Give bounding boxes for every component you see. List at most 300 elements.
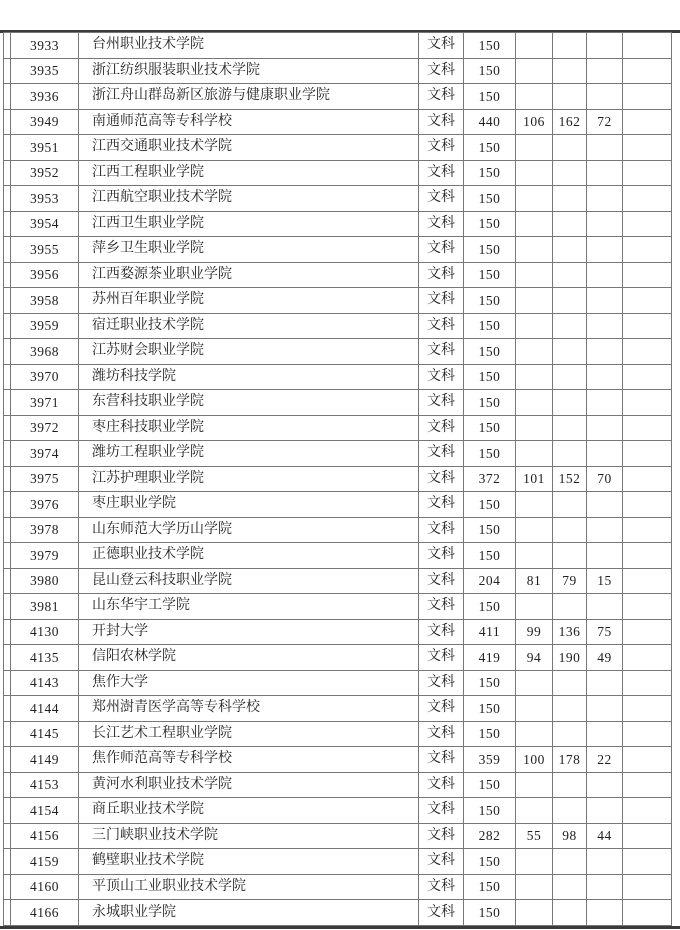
table-row — [4, 390, 672, 416]
score-4 — [587, 670, 623, 696]
table-row — [4, 109, 672, 135]
score-3 — [553, 262, 587, 288]
school-name: 苏州百年职业学院 — [79, 288, 419, 314]
school-code: 3970 — [11, 364, 79, 390]
score-1: 150 — [464, 594, 516, 620]
score-2: 106 — [516, 109, 553, 135]
school-code: 4159 — [11, 849, 79, 875]
score-3 — [553, 543, 587, 569]
school-code: 3952 — [11, 160, 79, 186]
empty-column — [623, 466, 672, 492]
score-2 — [516, 58, 553, 84]
subject-category: 文科 — [419, 747, 464, 773]
spacer-column — [4, 721, 11, 747]
score-2: 101 — [516, 466, 553, 492]
table-row — [4, 135, 672, 161]
spacer-column — [4, 135, 11, 161]
score-3 — [553, 798, 587, 824]
score-3 — [553, 390, 587, 416]
school-code: 4149 — [11, 747, 79, 773]
spacer-column — [4, 160, 11, 186]
score-1: 204 — [464, 568, 516, 594]
score-1: 150 — [464, 211, 516, 237]
empty-column — [623, 594, 672, 620]
table-row — [4, 211, 672, 237]
score-3 — [553, 313, 587, 339]
spacer-column — [4, 543, 11, 569]
subject-category: 文科 — [419, 670, 464, 696]
subject-category: 文科 — [419, 721, 464, 747]
subject-category: 文科 — [419, 492, 464, 518]
subject-category: 文科 — [419, 58, 464, 84]
school-code: 4166 — [11, 900, 79, 926]
score-4 — [587, 135, 623, 161]
subject-category: 文科 — [419, 900, 464, 926]
score-4 — [587, 543, 623, 569]
score-2: 94 — [516, 645, 553, 671]
table-row — [4, 619, 672, 645]
score-2 — [516, 849, 553, 875]
spacer-column — [4, 339, 11, 365]
subject-category: 文科 — [419, 211, 464, 237]
admission-score-table — [3, 32, 672, 926]
spacer-column — [4, 874, 11, 900]
score-1: 150 — [464, 874, 516, 900]
score-4 — [587, 237, 623, 263]
spacer-column — [4, 262, 11, 288]
school-name: 郑州澍青医学高等专科学校 — [79, 696, 419, 722]
score-3 — [553, 33, 587, 59]
score-1: 150 — [464, 288, 516, 314]
spacer-column — [4, 109, 11, 135]
score-1: 150 — [464, 517, 516, 543]
empty-column — [623, 237, 672, 263]
score-3: 178 — [553, 747, 587, 773]
subject-category: 文科 — [419, 84, 464, 110]
subject-category: 文科 — [419, 772, 464, 798]
score-4: 49 — [587, 645, 623, 671]
school-code: 3976 — [11, 492, 79, 518]
spacer-column — [4, 186, 11, 212]
score-2 — [516, 237, 553, 263]
score-4 — [587, 441, 623, 467]
spacer-column — [4, 211, 11, 237]
table-row — [4, 313, 672, 339]
subject-category: 文科 — [419, 186, 464, 212]
school-code: 3971 — [11, 390, 79, 416]
score-1: 150 — [464, 696, 516, 722]
subject-category: 文科 — [419, 594, 464, 620]
score-4 — [587, 288, 623, 314]
score-3: 79 — [553, 568, 587, 594]
table-row — [4, 696, 672, 722]
score-3 — [553, 517, 587, 543]
school-name: 江苏财会职业学院 — [79, 339, 419, 365]
score-1: 150 — [464, 262, 516, 288]
school-code: 3953 — [11, 186, 79, 212]
table-row — [4, 262, 672, 288]
school-code: 3980 — [11, 568, 79, 594]
subject-category: 文科 — [419, 415, 464, 441]
school-name: 商丘职业技术学院 — [79, 798, 419, 824]
spacer-column — [4, 415, 11, 441]
score-3 — [553, 211, 587, 237]
score-4: 15 — [587, 568, 623, 594]
spacer-column — [4, 670, 11, 696]
score-1: 419 — [464, 645, 516, 671]
score-4 — [587, 772, 623, 798]
table-row — [4, 33, 672, 59]
score-4 — [587, 721, 623, 747]
empty-column — [623, 33, 672, 59]
spacer-column — [4, 313, 11, 339]
score-2 — [516, 364, 553, 390]
empty-column — [623, 313, 672, 339]
spacer-column — [4, 696, 11, 722]
score-4 — [587, 390, 623, 416]
score-3 — [553, 772, 587, 798]
empty-column — [623, 415, 672, 441]
score-1: 150 — [464, 772, 516, 798]
score-1: 150 — [464, 237, 516, 263]
score-1: 150 — [464, 364, 516, 390]
score-3 — [553, 364, 587, 390]
school-name: 山东华宇工学院 — [79, 594, 419, 620]
subject-category: 文科 — [419, 441, 464, 467]
table-row — [4, 568, 672, 594]
score-4: 75 — [587, 619, 623, 645]
empty-column — [623, 849, 672, 875]
spacer-column — [4, 798, 11, 824]
score-2 — [516, 390, 553, 416]
score-1: 282 — [464, 823, 516, 849]
empty-column — [623, 58, 672, 84]
score-4: 22 — [587, 747, 623, 773]
score-1: 150 — [464, 313, 516, 339]
table-row — [4, 543, 672, 569]
school-code: 3981 — [11, 594, 79, 620]
spacer-column — [4, 619, 11, 645]
empty-column — [623, 390, 672, 416]
empty-column — [623, 441, 672, 467]
school-name: 江苏护理职业学院 — [79, 466, 419, 492]
school-name: 开封大学 — [79, 619, 419, 645]
subject-category: 文科 — [419, 262, 464, 288]
school-name: 正德职业技术学院 — [79, 543, 419, 569]
score-4 — [587, 364, 623, 390]
empty-column — [623, 186, 672, 212]
school-name: 南通师范高等专科学校 — [79, 109, 419, 135]
score-2 — [516, 594, 553, 620]
score-2 — [516, 415, 553, 441]
score-1: 150 — [464, 160, 516, 186]
school-code: 3935 — [11, 58, 79, 84]
school-name: 黄河水利职业技术学院 — [79, 772, 419, 798]
score-2 — [516, 84, 553, 110]
spacer-column — [4, 58, 11, 84]
score-2 — [516, 33, 553, 59]
school-name: 焦作师范高等专科学校 — [79, 747, 419, 773]
empty-column — [623, 619, 672, 645]
spacer-column — [4, 594, 11, 620]
score-4 — [587, 262, 623, 288]
score-2 — [516, 211, 553, 237]
table-row — [4, 58, 672, 84]
subject-category: 文科 — [419, 313, 464, 339]
school-name: 潍坊科技学院 — [79, 364, 419, 390]
school-code: 4160 — [11, 874, 79, 900]
table-row — [4, 747, 672, 773]
school-code: 4156 — [11, 823, 79, 849]
table-row — [4, 798, 672, 824]
score-4: 44 — [587, 823, 623, 849]
spacer-column — [4, 568, 11, 594]
spacer-column — [4, 288, 11, 314]
school-code: 3951 — [11, 135, 79, 161]
table-row — [4, 670, 672, 696]
school-name: 台州职业技术学院 — [79, 33, 419, 59]
score-2 — [516, 798, 553, 824]
score-2 — [516, 313, 553, 339]
score-4 — [587, 849, 623, 875]
score-1: 150 — [464, 390, 516, 416]
table-row — [4, 721, 672, 747]
score-4 — [587, 339, 623, 365]
school-code: 4145 — [11, 721, 79, 747]
score-2 — [516, 670, 553, 696]
score-3 — [553, 492, 587, 518]
school-name: 鹤壁职业技术学院 — [79, 849, 419, 875]
empty-column — [623, 670, 672, 696]
school-name: 江西工程职业学院 — [79, 160, 419, 186]
school-name: 宿迁职业技术学院 — [79, 313, 419, 339]
score-2 — [516, 772, 553, 798]
school-name: 枣庄科技职业学院 — [79, 415, 419, 441]
school-code: 3936 — [11, 84, 79, 110]
score-2 — [516, 874, 553, 900]
subject-category: 文科 — [419, 517, 464, 543]
score-2: 100 — [516, 747, 553, 773]
score-1: 150 — [464, 339, 516, 365]
subject-category: 文科 — [419, 619, 464, 645]
table-row — [4, 160, 672, 186]
spacer-column — [4, 823, 11, 849]
score-3 — [553, 696, 587, 722]
school-name: 潍坊工程职业学院 — [79, 441, 419, 467]
score-4 — [587, 186, 623, 212]
table-row — [4, 441, 672, 467]
score-2: 81 — [516, 568, 553, 594]
score-3 — [553, 160, 587, 186]
subject-category: 文科 — [419, 339, 464, 365]
school-name: 浙江纺织服装职业技术学院 — [79, 58, 419, 84]
score-3: 190 — [553, 645, 587, 671]
table-row — [4, 364, 672, 390]
score-1: 150 — [464, 670, 516, 696]
empty-column — [623, 798, 672, 824]
school-code: 3958 — [11, 288, 79, 314]
score-2 — [516, 492, 553, 518]
table-row — [4, 84, 672, 110]
school-code: 4144 — [11, 696, 79, 722]
subject-category: 文科 — [419, 568, 464, 594]
score-4 — [587, 517, 623, 543]
empty-column — [623, 211, 672, 237]
empty-column — [623, 262, 672, 288]
spacer-column — [4, 900, 11, 926]
subject-category: 文科 — [419, 288, 464, 314]
score-1: 372 — [464, 466, 516, 492]
score-1: 150 — [464, 84, 516, 110]
score-2 — [516, 721, 553, 747]
score-1: 150 — [464, 58, 516, 84]
score-1: 150 — [464, 135, 516, 161]
score-2 — [516, 441, 553, 467]
score-1: 150 — [464, 492, 516, 518]
spacer-column — [4, 237, 11, 263]
spacer-column — [4, 466, 11, 492]
subject-category: 文科 — [419, 160, 464, 186]
score-4 — [587, 492, 623, 518]
score-3 — [553, 237, 587, 263]
subject-category: 文科 — [419, 645, 464, 671]
score-4 — [587, 33, 623, 59]
spacer-column — [4, 772, 11, 798]
table-row — [4, 594, 672, 620]
score-4: 72 — [587, 109, 623, 135]
subject-category: 文科 — [419, 543, 464, 569]
subject-category: 文科 — [419, 696, 464, 722]
score-2 — [516, 186, 553, 212]
empty-column — [623, 772, 672, 798]
school-name: 平顶山工业职业技术学院 — [79, 874, 419, 900]
score-3 — [553, 84, 587, 110]
empty-column — [623, 492, 672, 518]
score-1: 150 — [464, 849, 516, 875]
subject-category: 文科 — [419, 237, 464, 263]
spacer-column — [4, 517, 11, 543]
spacer-column — [4, 441, 11, 467]
score-2 — [516, 543, 553, 569]
score-1: 150 — [464, 543, 516, 569]
score-3 — [553, 135, 587, 161]
empty-column — [623, 900, 672, 926]
score-4 — [587, 900, 623, 926]
score-4 — [587, 84, 623, 110]
score-1: 150 — [464, 186, 516, 212]
subject-category: 文科 — [419, 798, 464, 824]
table-row — [4, 823, 672, 849]
table-body — [4, 33, 672, 926]
school-name: 江西交通职业技术学院 — [79, 135, 419, 161]
score-2: 55 — [516, 823, 553, 849]
spacer-column — [4, 364, 11, 390]
spacer-column — [4, 849, 11, 875]
empty-column — [623, 517, 672, 543]
score-3 — [553, 874, 587, 900]
table-row — [4, 237, 672, 263]
score-3 — [553, 58, 587, 84]
table-row — [4, 900, 672, 926]
school-code: 4130 — [11, 619, 79, 645]
score-3 — [553, 670, 587, 696]
score-2 — [516, 262, 553, 288]
score-3: 162 — [553, 109, 587, 135]
empty-column — [623, 696, 672, 722]
score-3 — [553, 415, 587, 441]
spacer-column — [4, 33, 11, 59]
subject-category: 文科 — [419, 874, 464, 900]
empty-column — [623, 721, 672, 747]
table-row — [4, 517, 672, 543]
score-1: 150 — [464, 441, 516, 467]
school-code: 3949 — [11, 109, 79, 135]
school-code: 3968 — [11, 339, 79, 365]
score-2 — [516, 696, 553, 722]
school-code: 3972 — [11, 415, 79, 441]
school-code: 3974 — [11, 441, 79, 467]
empty-column — [623, 84, 672, 110]
empty-column — [623, 568, 672, 594]
subject-category: 文科 — [419, 849, 464, 875]
school-name: 萍乡卫生职业学院 — [79, 237, 419, 263]
score-2 — [516, 160, 553, 186]
school-name: 浙江舟山群岛新区旅游与健康职业学院 — [79, 84, 419, 110]
score-3 — [553, 721, 587, 747]
school-code: 4153 — [11, 772, 79, 798]
school-code: 4135 — [11, 645, 79, 671]
empty-column — [623, 109, 672, 135]
school-code: 3933 — [11, 33, 79, 59]
school-code: 3956 — [11, 262, 79, 288]
spacer-column — [4, 492, 11, 518]
score-4 — [587, 415, 623, 441]
school-code: 3954 — [11, 211, 79, 237]
table-row — [4, 849, 672, 875]
score-2 — [516, 517, 553, 543]
score-1: 150 — [464, 721, 516, 747]
empty-column — [623, 135, 672, 161]
school-name: 枣庄职业学院 — [79, 492, 419, 518]
school-name: 长江艺术工程职业学院 — [79, 721, 419, 747]
empty-column — [623, 747, 672, 773]
score-3: 152 — [553, 466, 587, 492]
score-1: 150 — [464, 798, 516, 824]
score-2 — [516, 135, 553, 161]
school-code: 3979 — [11, 543, 79, 569]
school-name: 山东师范大学历山学院 — [79, 517, 419, 543]
score-3 — [553, 186, 587, 212]
score-3 — [553, 339, 587, 365]
score-4 — [587, 58, 623, 84]
school-name: 江西航空职业技术学院 — [79, 186, 419, 212]
score-2 — [516, 900, 553, 926]
score-4 — [587, 874, 623, 900]
table-row — [4, 186, 672, 212]
score-4 — [587, 594, 623, 620]
table-row — [4, 339, 672, 365]
school-name: 永城职业学院 — [79, 900, 419, 926]
spacer-column — [4, 390, 11, 416]
spacer-column — [4, 645, 11, 671]
empty-column — [623, 288, 672, 314]
score-3: 98 — [553, 823, 587, 849]
school-name: 昆山登云科技职业学院 — [79, 568, 419, 594]
score-4 — [587, 211, 623, 237]
empty-column — [623, 364, 672, 390]
subject-category: 文科 — [419, 135, 464, 161]
empty-column — [623, 543, 672, 569]
